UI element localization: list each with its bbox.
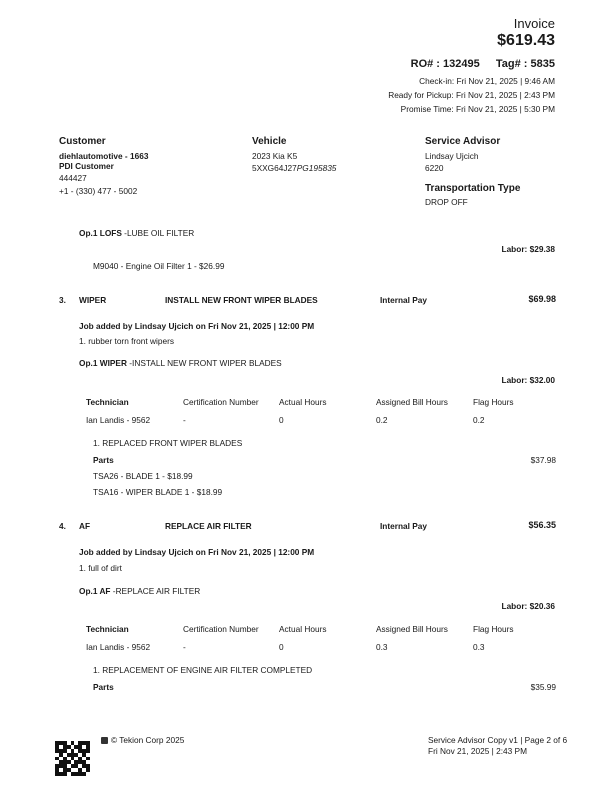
job3-labor: Labor: $32.00: [501, 375, 555, 385]
job4-parts-label: Parts: [93, 682, 114, 692]
vin-suffix: PG195835: [296, 163, 337, 173]
job4-concern: 1. full of dirt: [79, 563, 122, 573]
job4-flag-hours: 0.3: [473, 642, 485, 652]
tag-label: Tag# :: [495, 58, 528, 70]
job4-actual-hours: 0: [279, 642, 284, 652]
job4-code: AF: [79, 521, 91, 531]
ro-tag-line: [411, 58, 555, 70]
job3-number: 3.: [59, 295, 66, 305]
job3-title: INSTALL NEW FRONT WIPER BLADES: [165, 295, 318, 305]
job4-technician: Ian Landis - 9562: [86, 642, 151, 652]
copyright-text: © Tekion Corp 2025: [111, 735, 185, 745]
op-code: Op.1 LOFS: [79, 228, 122, 238]
job4-pay-type: Internal Pay: [380, 521, 428, 531]
customer-name: diehlautomotive - 1663: [59, 151, 149, 161]
job4-title: REPLACE AIR FILTER: [165, 521, 252, 531]
job3-concern: 1. rubber torn front wipers: [79, 336, 174, 346]
job3-part-item: TSA16 - WIPER BLADE 1 - $18.99: [93, 487, 223, 497]
op-lofs-line: [79, 228, 194, 238]
job4-cert: -: [183, 642, 186, 652]
customer-title: Customer: [59, 136, 106, 147]
ro-label: RO# :: [410, 58, 440, 70]
customer-type: PDI Customer: [59, 161, 114, 171]
vehicle-vin: [252, 163, 336, 173]
op-desc: -LUBE OIL FILTER: [121, 228, 195, 238]
promise-time: Promise Time: Fri Nov 21, 2025 | 5:30 PM: [400, 104, 555, 114]
job4-correction: 1. REPLACEMENT OF ENGINE AIR FILTER COMPLETED: [93, 665, 313, 675]
job4-th-actual: Actual Hours: [279, 624, 327, 634]
job4-added-by: Job added by Lindsay Ujcich on Fri Nov 21, 2025 | 12:00 PM: [79, 547, 315, 557]
job3-pay-type: Internal Pay: [380, 295, 428, 305]
job4-th-cert: Certification Number: [183, 624, 259, 634]
job3-th-technician: Technician: [86, 397, 129, 407]
op-lofs-labor: Labor: $29.38: [501, 244, 555, 254]
customer-id: 444427: [59, 173, 87, 183]
op-code: Op.1 WIPER: [79, 358, 127, 368]
job3-code: WIPER: [79, 295, 107, 305]
footer-copyright: [101, 735, 184, 745]
job3-part-item: TSA26 - BLADE 1 - $18.99: [93, 471, 193, 481]
transport-value: DROP OFF: [425, 197, 468, 207]
job4-op-line: [79, 586, 200, 596]
job3-assigned-hours: 0.2: [376, 415, 388, 425]
job3-flag-hours: 0.2: [473, 415, 485, 425]
vehicle-model: 2023 Kia K5: [252, 151, 298, 161]
ready-pickup-time: Ready for Pickup: Fri Nov 21, 2025 | 2:43 PM: [388, 90, 555, 100]
job3-th-assigned: Assigned Bill Hours: [376, 397, 448, 407]
job4-parts-total: $35.99: [530, 682, 556, 692]
job3-th-cert: Certification Number: [183, 397, 259, 407]
job3-correction: 1. REPLACED FRONT WIPER BLADES: [93, 438, 243, 448]
qr-code-icon: [55, 741, 90, 776]
job3-th-flag: Flag Hours: [473, 397, 514, 407]
footer-printed: Fri Nov 21, 2025 | 2:43 PM: [428, 746, 527, 756]
job3-technician: Ian Landis - 9562: [86, 415, 151, 425]
vin-prefix: 5XXG64J27: [252, 163, 297, 173]
job4-number: 4.: [59, 521, 66, 531]
advisor-number: 6220: [425, 163, 444, 173]
job3-actual-hours: 0: [279, 415, 284, 425]
op-lofs-part: M9040 - Engine Oil Filter 1 - $26.99: [93, 261, 225, 271]
job3-th-actual: Actual Hours: [279, 397, 327, 407]
tag-number: 5835: [530, 58, 555, 70]
invoice-total: $619.43: [497, 32, 555, 49]
op-code: Op.1 AF: [79, 586, 111, 596]
job4-th-flag: Flag Hours: [473, 624, 514, 634]
op-desc: -REPLACE AIR FILTER: [110, 586, 201, 596]
job4-labor: Labor: $20.36: [501, 601, 555, 611]
customer-phone: +1 - (330) 477 - 5002: [59, 186, 138, 196]
check-in-time: Check-in: Fri Nov 21, 2025 | 9:46 AM: [419, 76, 555, 86]
invoice-label: Invoice: [513, 16, 555, 31]
tekion-logo-icon: [101, 737, 108, 744]
job3-cert: -: [183, 415, 186, 425]
job4-assigned-hours: 0.3: [376, 642, 388, 652]
advisor-title: Service Advisor: [425, 136, 501, 147]
job3-op-line: [79, 358, 282, 368]
job3-added-by: Job added by Lindsay Ujcich on Fri Nov 21, 2025 | 12:00 PM: [79, 321, 315, 331]
job4-total: $56.35: [528, 520, 556, 530]
job3-parts-total: $37.98: [530, 455, 556, 465]
job4-th-technician: Technician: [86, 624, 129, 634]
advisor-name: Lindsay Ujcich: [425, 151, 479, 161]
op-desc: -INSTALL NEW FRONT WIPER BLADES: [126, 358, 282, 368]
transport-title: Transportation Type: [425, 183, 521, 194]
footer-copy-info: Service Advisor Copy v1 | Page 2 of 6: [428, 735, 568, 745]
job4-th-assigned: Assigned Bill Hours: [376, 624, 448, 634]
job3-total: $69.98: [528, 294, 556, 304]
ro-number: 132495: [443, 58, 480, 70]
vehicle-title: Vehicle: [252, 136, 287, 147]
job3-parts-label: Parts: [93, 455, 114, 465]
